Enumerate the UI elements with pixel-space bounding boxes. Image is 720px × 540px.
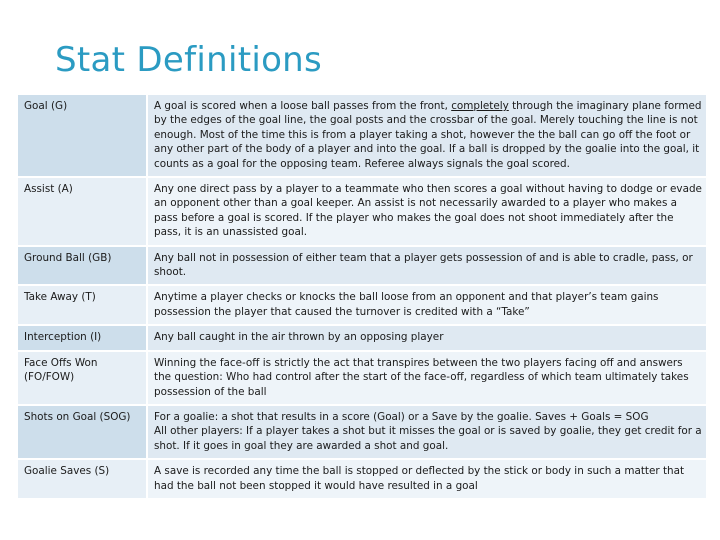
page-title: Stat Definitions (55, 40, 323, 80)
term-cell: Face Offs Won (FO/FOW) (18, 352, 148, 406)
definition-cell: Any ball caught in the air thrown by an opposing player (148, 326, 706, 351)
definition-cell: Winning the face-off is strictly the act that transpires between the two players facing off and answers the question: Who had control after the start of the face-off, regardless of which team ultimately takes possession of the ball (148, 352, 706, 406)
table-row (18, 406, 706, 460)
table-row (18, 460, 706, 500)
table-row (18, 178, 706, 247)
term-cell: Assist (A) (18, 178, 148, 247)
term-cell: Take Away (T) (18, 286, 148, 326)
term-cell: Goal (G) (18, 95, 148, 178)
table-row (18, 352, 706, 406)
definition-line: For a goalie: a shot that results in a score (Goal) or a Save by the goalie. Saves + Goals = SOG (154, 410, 649, 423)
definition-cell (148, 406, 706, 460)
definition-text: A goal is scored when a loose ball passes from the front, (154, 100, 452, 112)
term-cell: Ground Ball (GB) (18, 247, 148, 287)
table-row (18, 286, 706, 326)
definition-line: All other players: If a player takes a shot but it misses the goal or is saved by goalie, they get credit for a shot. If it goes in goal they are awarded a shot and goal. (154, 425, 702, 452)
term-cell: Shots on Goal (SOG) (18, 406, 148, 460)
table-row (18, 247, 706, 287)
term-cell: Goalie Saves (S) (18, 460, 148, 500)
underlined-text: completely (451, 100, 509, 112)
definition-cell: A save is recorded any time the ball is stopped or deflected by the stick or body in such a matter that had the ball not been stopped it would have resulted in a goal (148, 460, 706, 500)
definition-cell (148, 95, 706, 178)
stat-definitions-table (18, 95, 706, 500)
definition-cell: Any ball not in possession of either team that a player gets possession of and is able to cradle, pass, or shoot. (148, 247, 706, 287)
table-row (18, 326, 706, 351)
definition-cell: Any one direct pass by a player to a teammate who then scores a goal without having to dodge or evade an opponent other than a goal keeper. An assist is not necessarily awarded to a player who makes a pass before a goal is scored. If the player who makes the goal does not shoot immediately after the pass, it is an unassisted goal. (148, 178, 706, 247)
table-row (18, 95, 706, 178)
definition-cell: Anytime a player checks or knocks the ball loose from an opponent and that player’s team gains possession the player that caused the turnover is credited with a “Take” (148, 286, 706, 326)
term-cell: Interception (I) (18, 326, 148, 351)
definition-text: through the imaginary plane formed by the edges of the goal line, the goal posts and the crossbar of the goal. Merely touching the line is not enough. Most of the time this is from a player taking a shot, however the the ball can go off the foot or any other part of the body of a player and into the goal. If a ball is dropped by the goalie into the goal, it counts as a goal for the opposing team. Referee always signals the goal scored. (154, 100, 702, 170)
